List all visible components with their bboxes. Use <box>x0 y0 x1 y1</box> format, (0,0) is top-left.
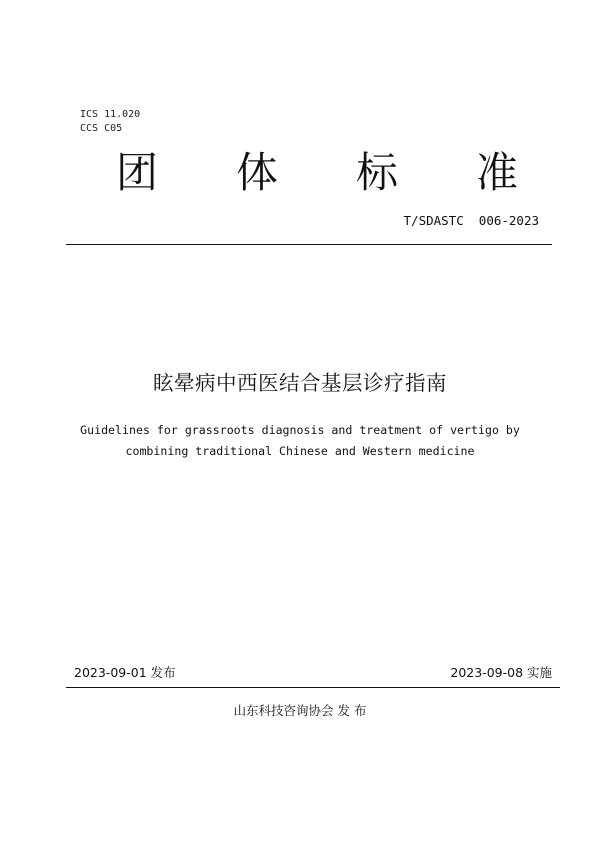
bottom-divider <box>66 687 560 688</box>
title-char-3: 标 <box>355 148 398 197</box>
implementation-date: 2023-09-08 实施 <box>450 665 552 680</box>
publish-date: 2023-09-01 发布 <box>74 665 176 680</box>
title-char-2: 体 <box>235 148 278 197</box>
standard-number: T/SDASTC 006-2023 <box>403 213 539 228</box>
title-char-1: 团 <box>115 148 158 197</box>
classification-codes <box>80 108 140 136</box>
english-title-line-2: combining traditional Chinese and Western medicine <box>125 444 475 458</box>
ccs-code: CCS C05 <box>80 123 123 134</box>
top-divider <box>66 244 552 245</box>
publisher: 山东科技咨询协会 发 布 <box>233 703 367 718</box>
chinese-title: 眩晕病中西医结合基层诊疗指南 <box>153 371 447 395</box>
english-title-line-1: Guidelines for grassroots diagnosis and treatment of vertigo by <box>80 423 520 437</box>
title-char-4: 准 <box>475 148 518 197</box>
document-type-title <box>112 140 522 200</box>
english-title <box>0 420 600 462</box>
ics-code: ICS 11.020 <box>80 109 141 120</box>
